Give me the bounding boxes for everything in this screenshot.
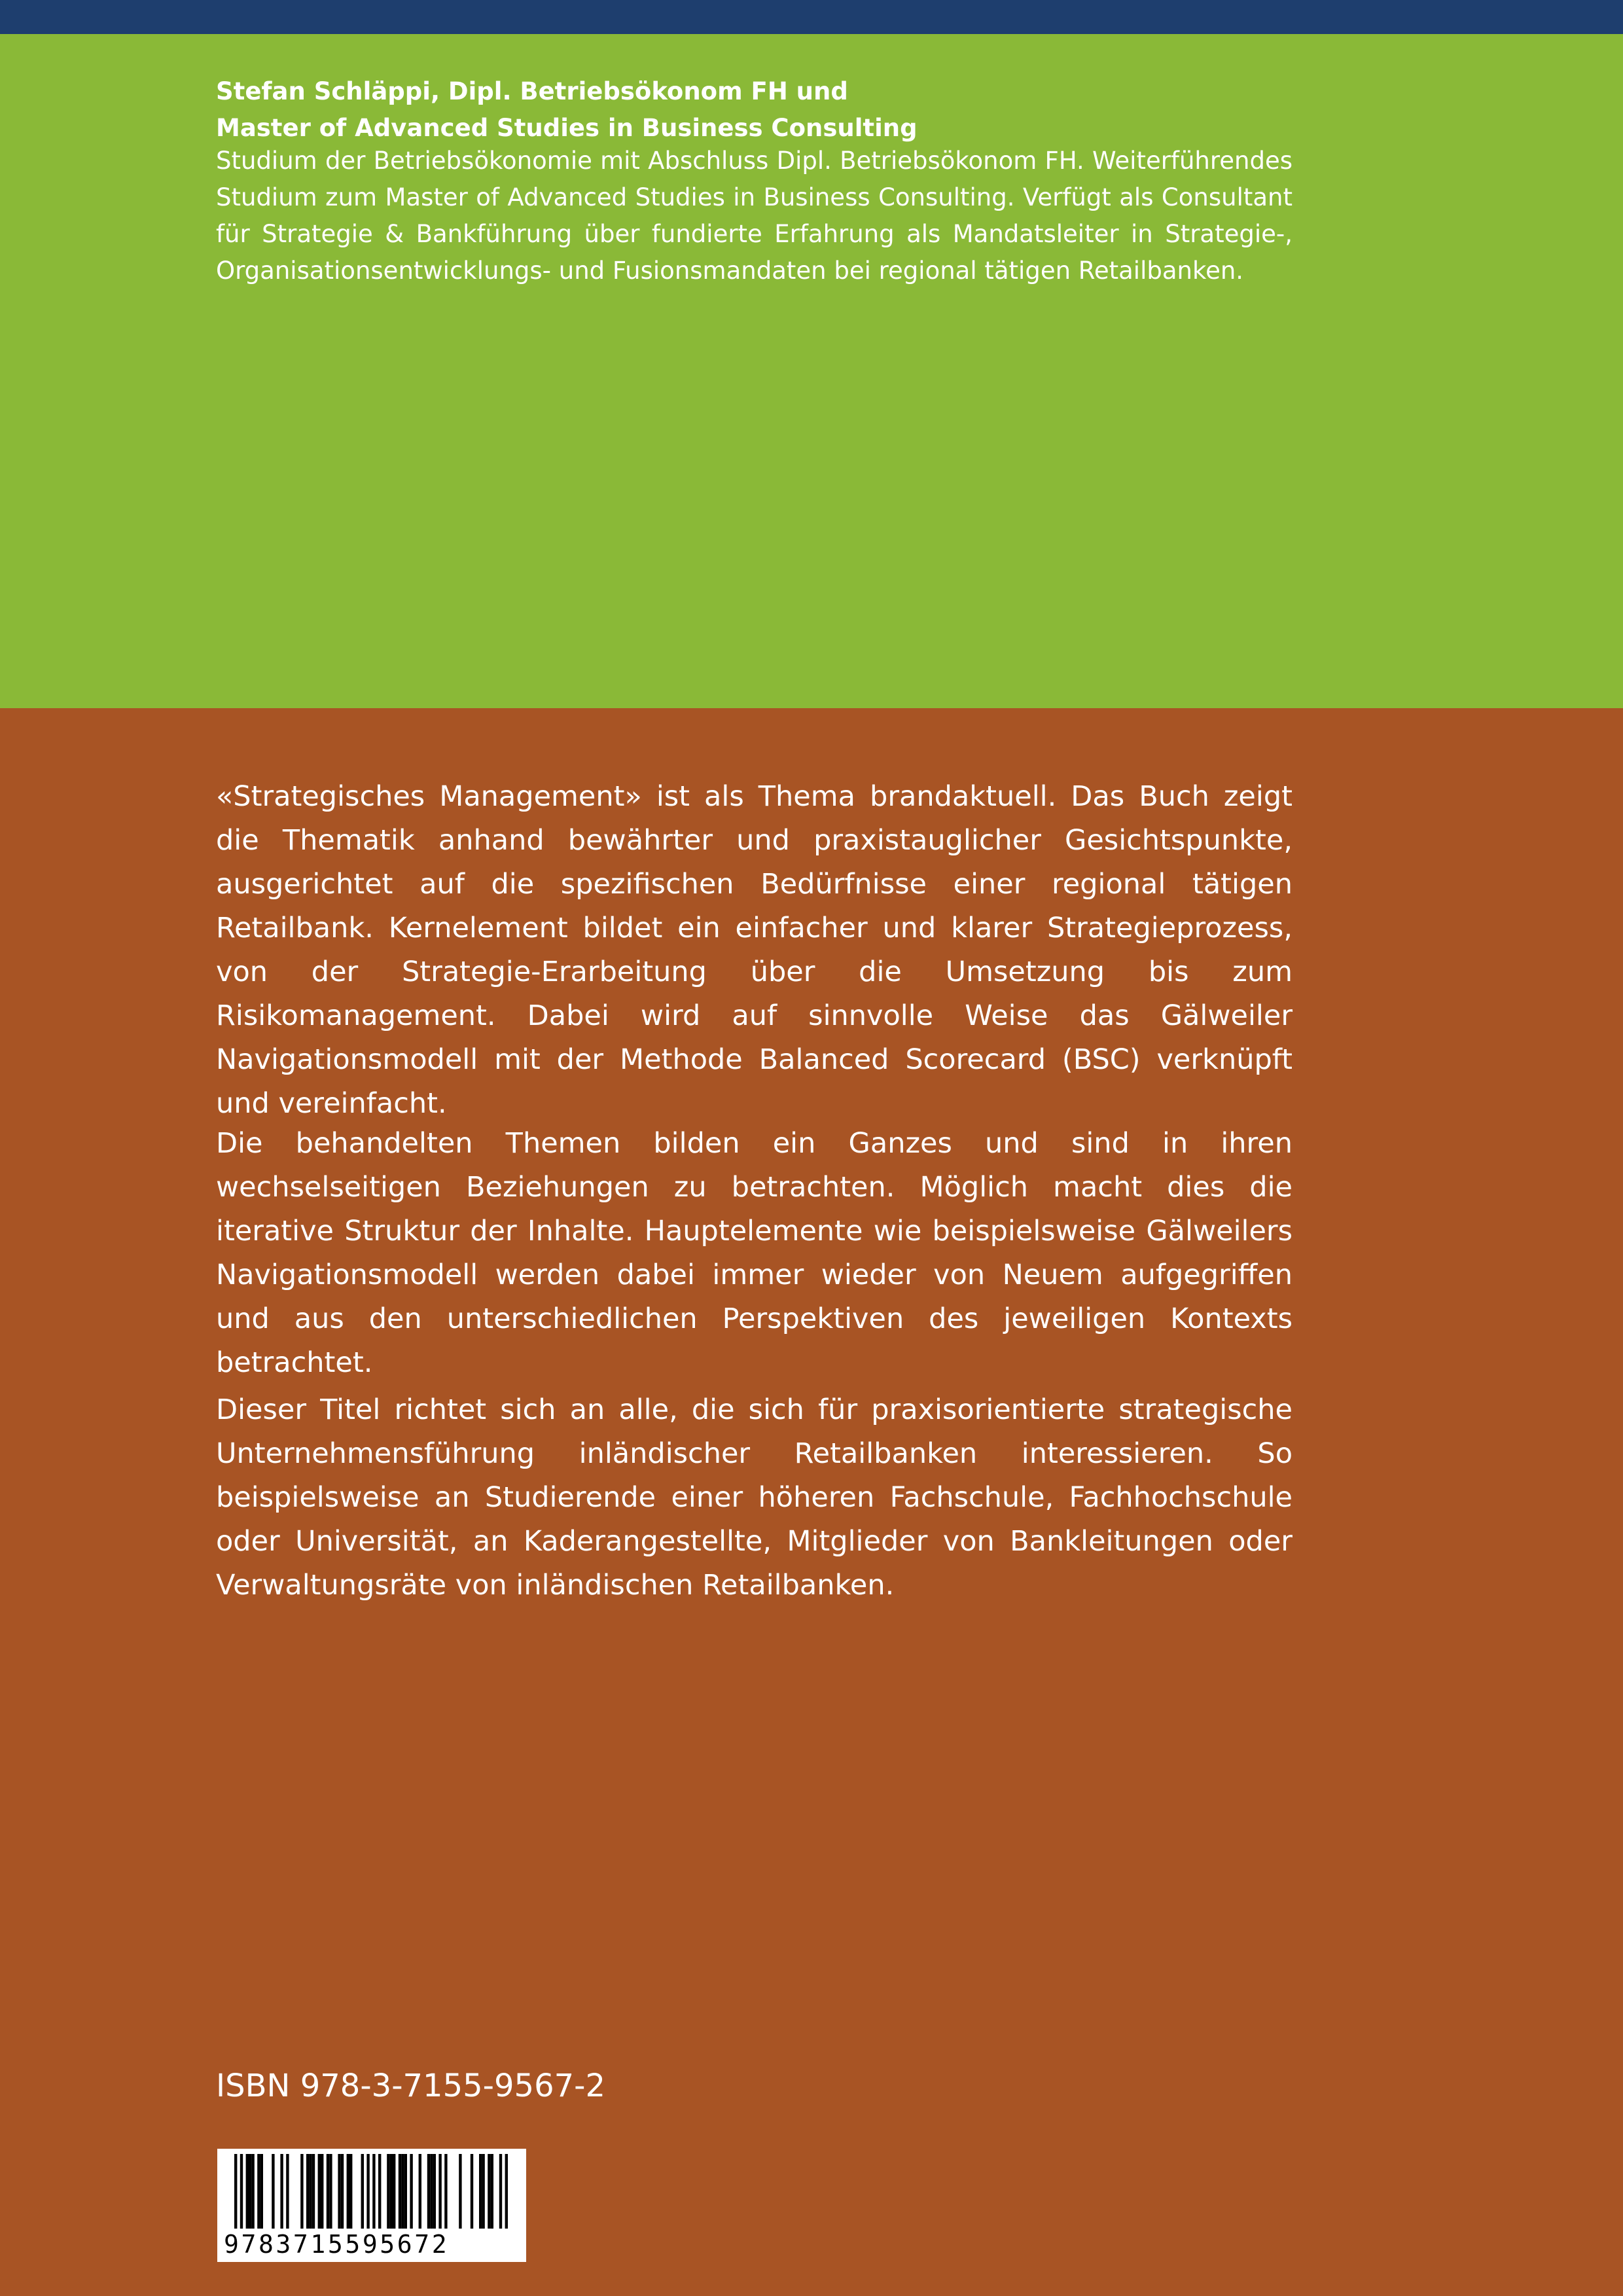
barcode-bar <box>306 2154 309 2229</box>
barcode-bar <box>341 2154 344 2229</box>
barcode-bar <box>427 2154 430 2229</box>
barcode-bar <box>286 2154 289 2229</box>
author-title-line: Master of Advanced Studies in Business Consulting <box>216 114 918 142</box>
barcode-bar <box>260 2154 263 2229</box>
barcode-bar <box>410 2154 412 2229</box>
author-bio: Studium der Betriebsökonomie mit Abschluss Dipl. Betriebsökonom FH. Weiterführendes Studium zum Master of Advanced Studies in Business Consulting. Verfügt als Consultant für Strategie & Bankführung über fundierte Erfahrung als Mandatsleiter in Strategie-, Organisationsentwicklungs- und Fusionsmandaten bei regional tätigen Retailbanken. <box>216 147 1293 285</box>
barcode-bar <box>318 2154 321 2229</box>
top-color-bar <box>0 0 1623 34</box>
barcode-bar <box>491 2154 493 2229</box>
barcode-bar <box>488 2154 490 2229</box>
barcode-bar <box>459 2154 461 2229</box>
barcode-bar <box>399 2154 401 2229</box>
barcode-bar <box>338 2154 340 2229</box>
barcode-bar <box>471 2154 473 2229</box>
barcode-bar <box>438 2154 441 2229</box>
barcode-bar <box>444 2154 447 2229</box>
barcode-bar <box>361 2154 364 2229</box>
barcode-bar <box>349 2154 352 2229</box>
blurb-paragraph: Dieser Titel richtet sich an alle, die sich für praxisorientierte strategische Unternehmensführung inländischer Retailbanken interessieren. So beispielsweise an Studierende einer höheren Fachschule, Fachhochschule oder Universität, an Kaderangestellte, Mitglieder von Bankleitungen oder Verwaltungsräte von inländischen Retailbanken. <box>216 1393 1293 1602</box>
barcode-bar <box>272 2154 274 2229</box>
barcode-bar <box>433 2154 436 2229</box>
barcode-bar <box>249 2154 251 2229</box>
barcode-bar <box>404 2154 407 2229</box>
barcode-bar <box>329 2154 332 2229</box>
barcode-bar <box>387 2154 389 2229</box>
barcode-bar <box>251 2154 254 2229</box>
barcode-bar <box>327 2154 329 2229</box>
barcode-bar <box>321 2154 323 2229</box>
barcode-bar <box>430 2154 433 2229</box>
barcode-bar <box>300 2154 303 2229</box>
barcode-bar <box>419 2154 421 2229</box>
barcode-bar <box>312 2154 315 2229</box>
barcode-bar <box>309 2154 312 2229</box>
barcode-bar <box>347 2154 349 2229</box>
author-title-line: Stefan Schläppi, Dipl. Betriebsökonom FH und <box>216 77 848 105</box>
isbn-label: ISBN 978-3-7155-9567-2 <box>216 2068 606 2104</box>
author-title <box>216 73 1296 147</box>
barcode-bar <box>393 2154 395 2229</box>
barcode-bar <box>479 2154 482 2229</box>
barcode-bar <box>378 2154 381 2229</box>
barcode-bar <box>390 2154 393 2229</box>
isbn-barcode <box>217 2149 526 2262</box>
barcode-bar <box>401 2154 404 2229</box>
barcode-bar <box>280 2154 283 2229</box>
barcode-digits: 9783715595672 <box>224 2229 520 2260</box>
blurb-paragraph: «Strategisches Management» ist als Thema brandaktuell. Das Buch zeigt die Thematik anhand bewährter und praxistauglicher Gesichtspunkte, ausgerichtet auf die spezifischen Bedürfnisse einer regional tätigen Retailbank. Kernelement bildet ein einfacher und klarer Strategieprozess, von der Strategie-Erarbeitung über die Umsetzung bis zum Risikomanagement. Dabei wird auf sinnvolle Weise das Gälweiler Navigationsmodell mit der Methode Balanced Scorecard (BSC) verknüpft und vereinfacht. <box>216 780 1293 1120</box>
blurb-paragraph: Die behandelten Themen bilden ein Ganzes und sind in ihren wechselseitigen Beziehungen zu betrachten. Möglich macht dies die iterative Struktur der Inhalte. Hauptelemente wie beispielsweise Gälweilers Navigationsmodell werden dabei immer wieder von Neuem aufgegriffen und aus den unterschiedlichen Perspektiven des jeweiligen Kontexts betrachtet. <box>216 1127 1293 1379</box>
barcode-bar <box>257 2154 260 2229</box>
barcode-bar <box>246 2154 249 2229</box>
barcode-bar <box>482 2154 484 2229</box>
